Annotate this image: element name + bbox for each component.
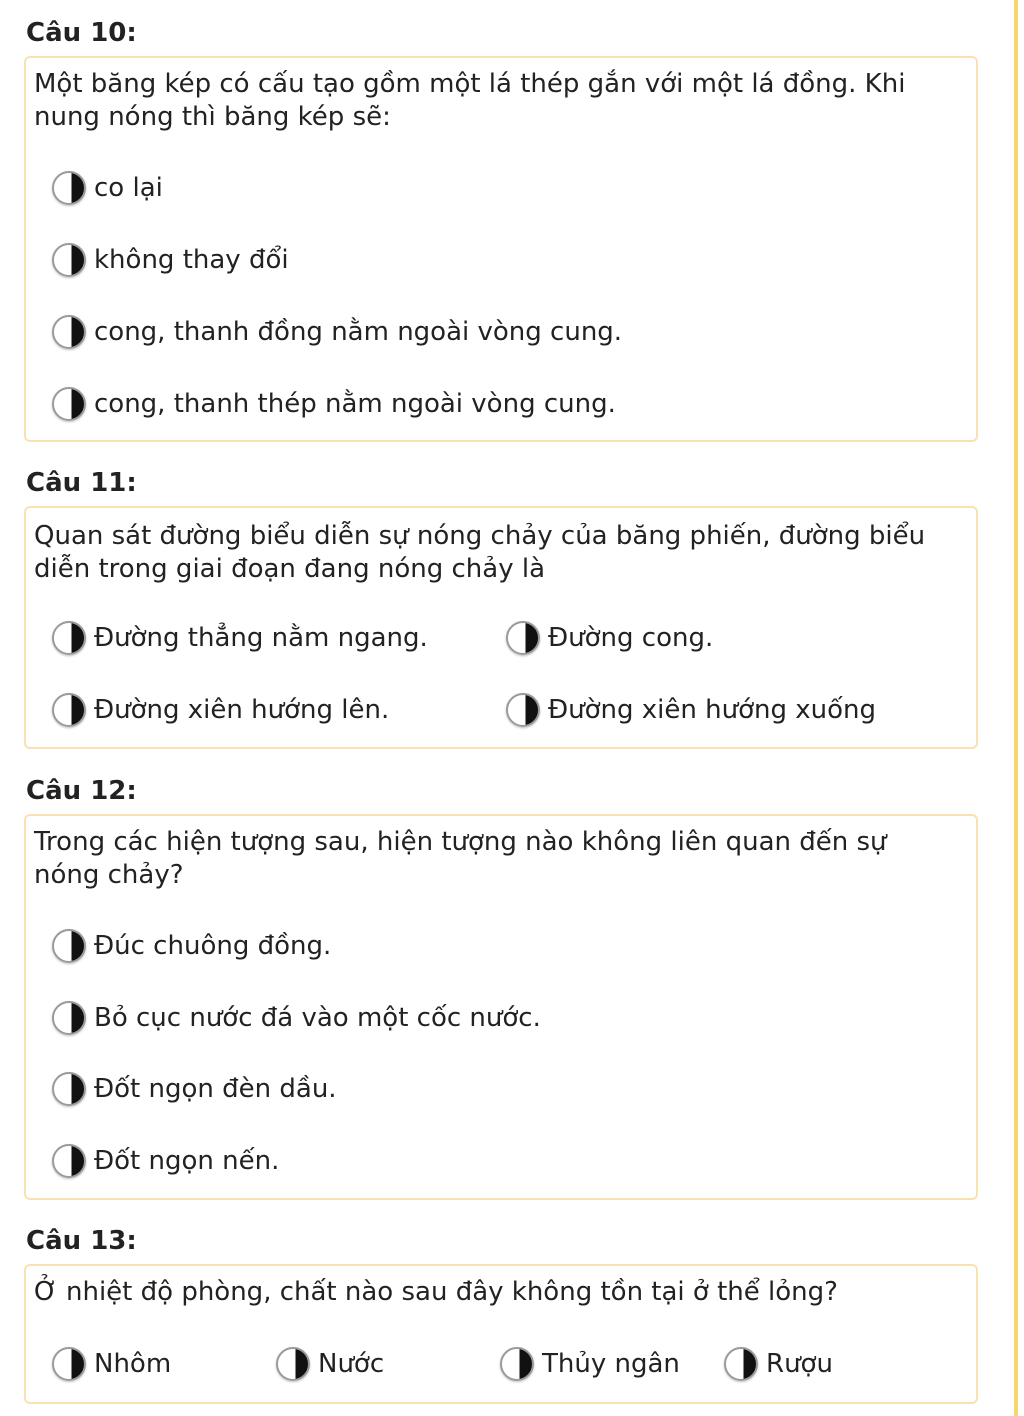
question-10-option-1[interactable] [52, 168, 163, 208]
question-13-option-3[interactable] [500, 1344, 680, 1384]
question-13-box [24, 1264, 978, 1404]
radio-button-icon[interactable] [52, 387, 86, 421]
question-10-option-2[interactable] [52, 240, 289, 280]
radio-button-icon[interactable] [52, 929, 86, 963]
question-11-title: Câu 11: [26, 468, 137, 498]
option-label: cong, thanh đồng nằm ngoài vòng cung. [94, 317, 623, 347]
option-label: Đường thẳng nằm ngang. [94, 623, 428, 653]
question-10-text-line-1: Một băng kép có cấu tạo gồm một lá thép gắn với một lá đồng. Khi [34, 69, 906, 99]
question-11-option-1[interactable] [52, 618, 428, 658]
option-label: Đúc chuông đồng. [94, 931, 332, 961]
option-label: Nước [318, 1349, 385, 1379]
radio-button-icon[interactable] [506, 693, 540, 727]
question-12-option-1[interactable] [52, 926, 331, 966]
option-label: cong, thanh thép nằm ngoài vòng cung. [94, 389, 616, 419]
radio-button-icon[interactable] [52, 621, 86, 655]
question-10-text-line-2: nung nóng thì băng kép sẽ: [34, 102, 391, 132]
question-12-option-2[interactable] [52, 998, 541, 1038]
question-11-option-4[interactable] [506, 690, 876, 730]
question-11-option-2[interactable] [506, 618, 713, 658]
option-label: co lại [94, 173, 163, 203]
scroll-edge-bar [1014, 0, 1018, 1416]
radio-button-icon[interactable] [724, 1347, 758, 1381]
option-label: Nhôm [94, 1349, 172, 1379]
radio-button-icon[interactable] [52, 171, 86, 205]
option-label: Đường cong. [548, 623, 714, 653]
radio-button-icon[interactable] [276, 1347, 310, 1381]
question-12-text [34, 826, 964, 892]
question-12-option-3[interactable] [52, 1069, 337, 1109]
option-label: Đốt ngọn đèn dầu. [94, 1074, 337, 1104]
radio-button-icon[interactable] [52, 243, 86, 277]
radio-button-icon[interactable] [52, 693, 86, 727]
radio-button-icon[interactable] [52, 1347, 86, 1381]
question-12-box [24, 814, 978, 1200]
radio-button-icon[interactable] [506, 621, 540, 655]
question-10-title: Câu 10: [26, 18, 137, 48]
question-13-option-1[interactable] [52, 1344, 171, 1384]
question-13-title: Câu 13: [26, 1226, 137, 1256]
option-label: không thay đổi [94, 245, 289, 275]
radio-button-icon[interactable] [52, 315, 86, 349]
question-13-text [34, 1276, 964, 1309]
question-10-text [34, 68, 964, 134]
question-12-text-line-1: Trong các hiện tượng sau, hiện tượng nào không liên quan đến sự [34, 827, 887, 857]
option-label: Bỏ cục nước đá vào một cốc nước. [94, 1003, 541, 1033]
question-11-text-line-1: Quan sát đường biểu diễn sự nóng chảy của băng phiến, đường biểu [34, 521, 926, 551]
option-label: Đường xiên hướng xuống [548, 695, 876, 725]
question-11-box [24, 506, 978, 749]
question-12-option-4[interactable] [52, 1141, 279, 1181]
option-label: Đường xiên hướng lên. [94, 695, 390, 725]
question-13-text-line-1: Ở nhiệt độ phòng, chất nào sau đây không tồn tại ở thể lỏng? [34, 1277, 838, 1307]
question-13-option-4[interactable] [724, 1344, 833, 1384]
option-label: Thủy ngân [542, 1349, 680, 1379]
option-label: Đốt ngọn nến. [94, 1146, 280, 1176]
question-10-option-4[interactable] [52, 384, 616, 424]
option-label: Rượu [766, 1349, 833, 1379]
question-11-option-3[interactable] [52, 690, 389, 730]
radio-button-icon[interactable] [52, 1144, 86, 1178]
question-11-text [34, 520, 964, 586]
question-10-box [24, 56, 978, 442]
radio-button-icon[interactable] [52, 1001, 86, 1035]
question-12-title: Câu 12: [26, 776, 137, 806]
radio-button-icon[interactable] [52, 1072, 86, 1106]
question-10-option-3[interactable] [52, 312, 622, 352]
radio-button-icon[interactable] [500, 1347, 534, 1381]
question-11-text-line-2: diễn trong giai đoạn đang nóng chảy là [34, 554, 545, 584]
question-12-text-line-2: nóng chảy? [34, 860, 184, 890]
question-13-option-2[interactable] [276, 1344, 384, 1384]
